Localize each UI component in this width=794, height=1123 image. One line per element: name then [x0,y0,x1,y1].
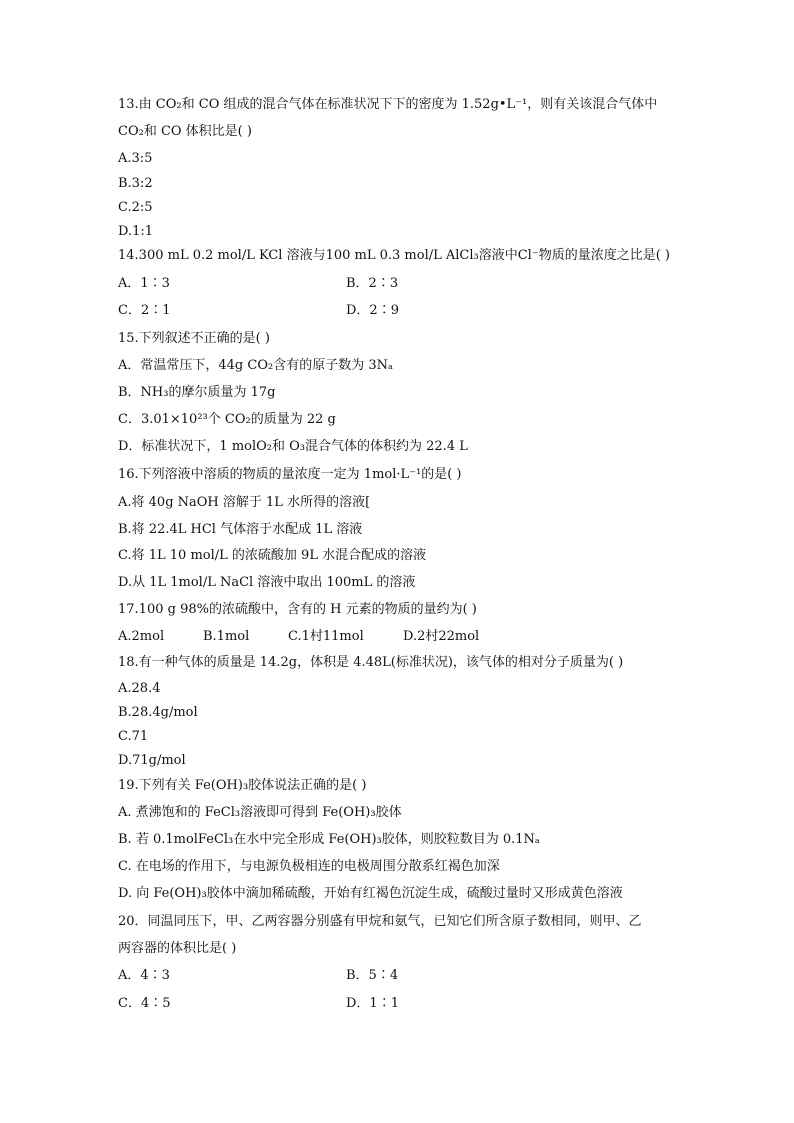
q18-option-b: B.28.4g/mol [118,705,198,720]
q15-option-a: A．常温常压下，44g CO₂含有的原子数为 3Nₐ [118,358,393,373]
q19-option-b: B. 若 0.1molFeCl₃在水中完全形成 Fe(OH)₃胶体，则胶粒数目为 0.1Nₐ [118,832,540,847]
q15-stem: 15.下列叙述不正确的是( ) [118,331,270,346]
q14-option-b: B．2∶3 [346,276,399,291]
q19-option-a: A. 煮沸饱和的 FeCl₃溶液即可得到 Fe(OH)₃胶体 [118,805,402,820]
q13-stem-line1: 13.由 CO₂和 CO 组成的混合气体在标准状况下下的密度为 1.52g•L⁻¹，则有关该混合气体中 [118,97,658,112]
q20-option-c: C．4∶5 [118,996,171,1011]
q14-stem: 14.300 mL 0.2 mol/L KCl 溶液与100 mL 0.3 mol/L AlCl₃溶液中Cl⁻物质的量浓度之比是( ) [118,248,670,263]
q19-option-c: C. 在电场的作用下，与电源负极相连的电极周围分散系红褐色加深 [118,859,500,874]
q13-option-c: C.2:5 [118,200,153,215]
q16-option-b: B.将 22.4L HCl 气体溶于水配成 1L 溶液 [118,522,363,537]
q14-option-c: C．2∶1 [118,303,171,318]
q13-option-d: D.1:1 [118,224,154,239]
q18-option-a: A.28.4 [118,681,161,696]
q13-stem-line2: CO₂和 CO 体积比是( ) [118,124,252,139]
q15-option-b: B．NH₃的摩尔质量为 17g [118,385,276,400]
q16-option-d: D.从 1L 1mol/L NaCl 溶液中取出 100mL 的溶液 [118,575,416,590]
q14-option-d: D．2∶9 [346,303,399,318]
q20-option-b: B．5∶4 [346,968,399,983]
q16-option-a: A.将 40g NaOH 溶解于 1L 水所得的溶液[ [118,495,371,510]
q14-option-a: A．1∶3 [118,276,170,291]
q17-option-b: B.1mol [203,629,250,644]
q19-option-d: D. 向 Fe(OH)₃胶体中滴加稀硫酸，开始有红褐色沉淀生成，硫酸过量时又形成黄色溶液 [118,886,623,901]
q17-stem: 17.100 g 98%的浓硫酸中，含有的 H 元素的物质的量约为( ) [118,602,477,617]
q17-option-c: C.1村11mol [288,629,364,644]
q17-option-a: A.2mol [118,629,165,644]
q20-stem-line2: 两容器的体积比是( ) [118,941,237,956]
q15-option-c: C．3.01×10²³个 CO₂的质量为 22 g [118,412,336,427]
q20-option-a: A．4∶3 [118,968,170,983]
q16-stem: 16.下列溶液中溶质的物质的量浓度一定为 1mol·L⁻¹的是( ) [118,467,462,482]
q20-stem-line1: 20．同温同压下，甲、乙两容器分别盛有甲烷和氨气，已知它们所含原子数相同，则甲、乙 [118,914,642,929]
q18-option-c: C.71 [118,729,149,744]
q13-option-a: A.3:5 [118,151,153,166]
q20-option-d: D．1∶1 [346,996,399,1011]
q16-option-c: C.将 1L 10 mol/L 的浓硫酸加 9L 水混合配成的溶液 [118,548,427,563]
q19-stem: 19.下列有关 Fe(OH)₃胶体说法正确的是( ) [118,778,367,793]
q18-option-d: D.71g/mol [118,753,186,768]
q13-option-b: B.3:2 [118,176,153,191]
q15-option-d: D．标准状况下，1 molO₂和 O₃混合气体的体积约为 22.4 L [118,439,468,454]
q17-option-d: D.2村22mol [403,629,480,644]
q18-stem: 18.有一种气体的质量是 14.2g，体积是 4.48L(标准状况)，该气体的相对分子质量为( ) [118,655,624,670]
